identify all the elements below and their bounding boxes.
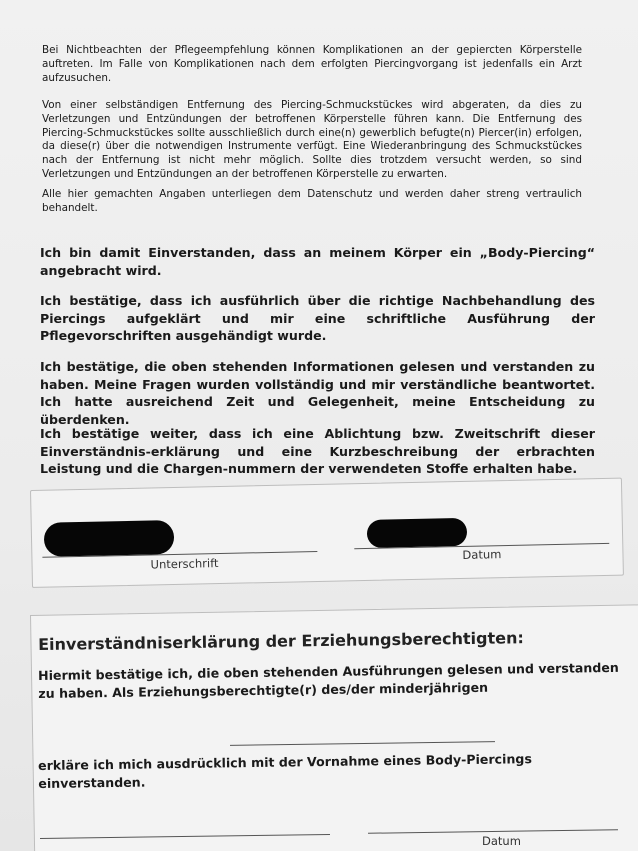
copy-received-statement: Ich bestätige weiter, dass ich eine Ablichtung bzw. Zweitschrift dieser Einverständnis-erklärung und eine Kurzbeschreibung der erbrachten Leistung und die Chargen-nummern der verwendeten Stoffe erhalten habe. [40,426,595,476]
redacted-signature [44,520,175,557]
informed-statement: Ich bestätige, die oben stehenden Informationen gelesen und verstanden zu haben. Meine Fragen wurden vollständig und mir verständliche beantwortet. Ich hatte ausreichend Zeit und Gelegenheit, meine Entscheidung zu überdenken. [40,359,595,427]
care-warning-paragraph: Bei Nichtbeachten der Pflegeempfehlung können Komplikationen an der gepiercten Körperstelle auftreten. Im Falle von Komplikationen nach dem erfolgten Piercingvorgang ist jedenfalls ein Arzt aufzusuchen. [42,44,582,84]
consent-statement: Ich bin damit Einverstanden, dass an meinem Körper ein „Body-Piercing“ angebracht wird. [40,245,595,278]
privacy-paragraph: Alle hier gemachten Angaben unterliegen dem Datenschutz und werden daher streng vertraulich behandelt. [42,188,582,214]
guardian-text: Hiermit bestätige ich, die oben stehenden Ausführungen gelesen und verstanden zu haben. Als Erziehungsberechtigte(r) des/der minderjährigen [38,659,619,701]
removal-warning-paragraph: Von einer selbständigen Entfernung des Piercing-Schmuckstückes wird abgeraten, da dies zu Verletzungen und Entzündungen der betroffenen Körperstelle führen kann. Die Entfernung des Piercing-Schmuckstückes sollte ausschließlich durch eine(n) gewerblich befugte(n) Piercer(in) erfolgen, da diese(r) über die notwendigen Instrumente verfügt. Eine Wiederanbringung des Schmuckstückes nach der Entfernung ist nicht mehr möglich. Sollte dies trotzdem versucht werden, so sind Verletzungen und Entzündungen an der betroffenen Körperstelle zu erwarten. [42,99,582,180]
guardian-consent-text: erkläre ich mich ausdrücklich mit der Vornahme eines Body-Piercings einverstanden. [38,751,532,791]
signature-box [30,478,624,588]
guardian-date-label: Datum [482,834,521,848]
aftercare-statement: Ich bestätige, dass ich ausführlich über die richtige Nachbehandlung des Piercings aufgeklärt und mir eine schriftliche Ausführung der Pflegevorschriften ausgehändigt wurde. [40,293,595,343]
redacted-date [367,518,468,548]
signature-label: Unterschrift [150,556,219,572]
guardian-heading: Einverständniserklärung der Erziehungsberechtigten: [38,628,524,654]
date-label: Datum [462,547,502,562]
